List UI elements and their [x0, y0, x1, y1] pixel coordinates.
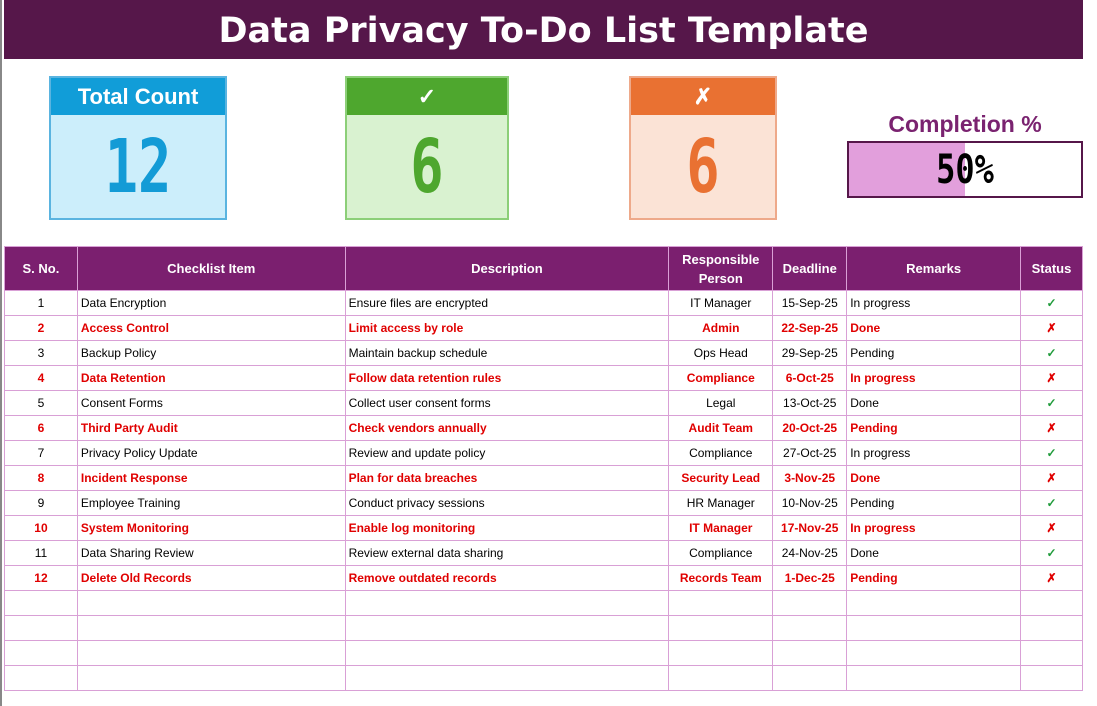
table-row	[5, 416, 1083, 441]
item-cell: Delete Old Records	[77, 566, 345, 591]
person-cell	[669, 641, 773, 666]
desc-cell	[345, 641, 669, 666]
item-cell	[77, 666, 345, 691]
deadline-cell	[773, 666, 847, 691]
remarks-cell	[847, 666, 1021, 691]
no-cell: 5	[5, 391, 78, 416]
person-cell: Ops Head	[669, 341, 773, 366]
person-cell: IT Manager	[669, 291, 773, 316]
column-header: Description	[345, 247, 669, 291]
desc-cell	[345, 616, 669, 641]
table-row	[5, 491, 1083, 516]
table-row	[5, 341, 1083, 366]
status-cell: ✓	[1021, 341, 1083, 366]
check-icon: ✓	[347, 78, 507, 115]
cross-icon: ✗	[631, 78, 775, 115]
desc-cell: Conduct privacy sessions	[345, 491, 669, 516]
deadline-cell: 29-Sep-25	[773, 341, 847, 366]
deadline-cell: 24-Nov-25	[773, 541, 847, 566]
item-cell	[77, 641, 345, 666]
no-cell: 8	[5, 466, 78, 491]
empty-row	[5, 666, 1083, 691]
desc-cell: Review external data sharing	[345, 541, 669, 566]
total-count-label: Total Count	[51, 78, 225, 115]
desc-cell	[345, 666, 669, 691]
status-cell: ✗	[1021, 316, 1083, 341]
remarks-cell: In progress	[847, 291, 1021, 316]
status-cell: ✓	[1021, 441, 1083, 466]
deadline-cell: 22-Sep-25	[773, 316, 847, 341]
person-cell: IT Manager	[669, 516, 773, 541]
no-cell: 10	[5, 516, 78, 541]
table-row	[5, 316, 1083, 341]
desc-cell	[345, 591, 669, 616]
person-cell: HR Manager	[669, 491, 773, 516]
deadline-cell: 1-Dec-25	[773, 566, 847, 591]
desc-cell: Enable log monitoring	[345, 516, 669, 541]
desc-cell: Limit access by role	[345, 316, 669, 341]
no-cell: 3	[5, 341, 78, 366]
status-cell	[1021, 641, 1083, 666]
deadline-cell	[773, 591, 847, 616]
person-cell	[669, 616, 773, 641]
page-title: Data Privacy To-Do List Template	[4, 0, 1083, 59]
table-row	[5, 391, 1083, 416]
no-cell: 1	[5, 291, 78, 316]
column-header: S. No.	[5, 247, 78, 291]
deadline-cell: 10-Nov-25	[773, 491, 847, 516]
remarks-cell: Pending	[847, 341, 1021, 366]
desc-cell: Remove outdated records	[345, 566, 669, 591]
remarks-cell: Done	[847, 541, 1021, 566]
status-cell: ✓	[1021, 391, 1083, 416]
desc-cell: Plan for data breaches	[345, 466, 669, 491]
completion-value: 50%	[936, 147, 994, 193]
person-cell	[669, 591, 773, 616]
column-header: Responsible Person	[669, 247, 773, 291]
table-row	[5, 441, 1083, 466]
deadline-cell: 13-Oct-25	[773, 391, 847, 416]
completion-label: Completion %	[888, 111, 1042, 137]
person-cell: Admin	[669, 316, 773, 341]
person-cell: Audit Team	[669, 416, 773, 441]
checklist-table	[4, 246, 1083, 691]
remarks-cell: Done	[847, 316, 1021, 341]
column-header: Deadline	[773, 247, 847, 291]
person-cell: Records Team	[669, 566, 773, 591]
remarks-cell: In progress	[847, 516, 1021, 541]
total-count-card	[49, 76, 227, 220]
remarks-cell	[847, 616, 1021, 641]
item-cell	[77, 616, 345, 641]
remarks-cell: In progress	[847, 366, 1021, 391]
item-cell: Data Retention	[77, 366, 345, 391]
deadline-cell: 27-Oct-25	[773, 441, 847, 466]
desc-cell: Collect user consent forms	[345, 391, 669, 416]
remarks-cell	[847, 591, 1021, 616]
item-cell: Third Party Audit	[77, 416, 345, 441]
status-cell: ✗	[1021, 466, 1083, 491]
no-cell	[5, 591, 78, 616]
column-header: Remarks	[847, 247, 1021, 291]
no-cell	[5, 641, 78, 666]
item-cell: Incident Response	[77, 466, 345, 491]
person-cell: Compliance	[669, 541, 773, 566]
remarks-cell: Pending	[847, 416, 1021, 441]
remarks-cell	[847, 641, 1021, 666]
person-cell: Compliance	[669, 441, 773, 466]
no-cell: 7	[5, 441, 78, 466]
no-cell: 6	[5, 416, 78, 441]
deadline-cell	[773, 616, 847, 641]
table-row	[5, 541, 1083, 566]
item-cell: Privacy Policy Update	[77, 441, 345, 466]
status-cell	[1021, 616, 1083, 641]
item-cell: Access Control	[77, 316, 345, 341]
empty-row	[5, 641, 1083, 666]
total-count-value: 12	[104, 124, 172, 210]
desc-cell: Follow data retention rules	[345, 366, 669, 391]
status-cell: ✗	[1021, 566, 1083, 591]
desc-cell: Review and update policy	[345, 441, 669, 466]
item-cell: Consent Forms	[77, 391, 345, 416]
table-row	[5, 566, 1083, 591]
deadline-cell: 20-Oct-25	[773, 416, 847, 441]
remarks-cell: Pending	[847, 566, 1021, 591]
status-cell: ✓	[1021, 291, 1083, 316]
item-cell: Data Encryption	[77, 291, 345, 316]
status-cell: ✗	[1021, 516, 1083, 541]
item-cell: System Monitoring	[77, 516, 345, 541]
status-cell: ✗	[1021, 366, 1083, 391]
no-cell: 2	[5, 316, 78, 341]
empty-row	[5, 591, 1083, 616]
no-cell: 9	[5, 491, 78, 516]
desc-cell: Maintain backup schedule	[345, 341, 669, 366]
status-cell	[1021, 591, 1083, 616]
completion-progress-bar	[847, 141, 1083, 198]
desc-cell: Ensure files are encrypted	[345, 291, 669, 316]
no-cell	[5, 666, 78, 691]
remarks-cell: Pending	[847, 491, 1021, 516]
person-cell	[669, 666, 773, 691]
item-cell	[77, 591, 345, 616]
status-cell	[1021, 666, 1083, 691]
remarks-cell: Done	[847, 391, 1021, 416]
table-row	[5, 366, 1083, 391]
status-cell: ✓	[1021, 491, 1083, 516]
no-cell: 11	[5, 541, 78, 566]
status-cell: ✗	[1021, 416, 1083, 441]
desc-cell: Check vendors annually	[345, 416, 669, 441]
column-header: Status	[1021, 247, 1083, 291]
deadline-cell: 17-Nov-25	[773, 516, 847, 541]
item-cell: Backup Policy	[77, 341, 345, 366]
deadline-cell: 15-Sep-25	[773, 291, 847, 316]
column-header: Checklist Item	[77, 247, 345, 291]
no-cell: 12	[5, 566, 78, 591]
pending-count-card	[629, 76, 777, 220]
no-cell	[5, 616, 78, 641]
table-row	[5, 516, 1083, 541]
status-cell: ✓	[1021, 541, 1083, 566]
person-cell: Security Lead	[669, 466, 773, 491]
deadline-cell: 6-Oct-25	[773, 366, 847, 391]
item-cell: Data Sharing Review	[77, 541, 345, 566]
remarks-cell: Done	[847, 466, 1021, 491]
deadline-cell	[773, 641, 847, 666]
person-cell: Legal	[669, 391, 773, 416]
deadline-cell: 3-Nov-25	[773, 466, 847, 491]
table-row	[5, 466, 1083, 491]
item-cell: Employee Training	[77, 491, 345, 516]
remarks-cell: In progress	[847, 441, 1021, 466]
person-cell: Compliance	[669, 366, 773, 391]
done-count-card	[345, 76, 509, 220]
no-cell: 4	[5, 366, 78, 391]
done-count-value: 6	[410, 124, 444, 210]
table-row	[5, 291, 1083, 316]
empty-row	[5, 616, 1083, 641]
pending-count-value: 6	[686, 124, 720, 210]
